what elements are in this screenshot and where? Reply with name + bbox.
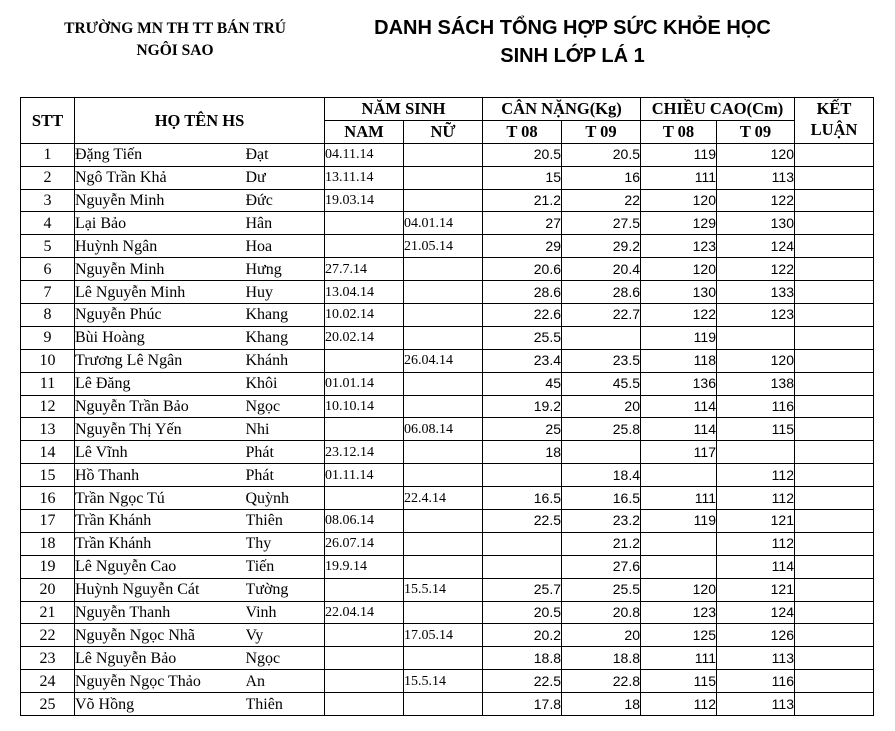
- cell-birth-male: [325, 235, 404, 258]
- table-row: [21, 189, 874, 212]
- cell-conclusion: [795, 441, 874, 464]
- cell-weight-t09: 22: [562, 189, 641, 212]
- cell-surname: Bùi Hoàng: [75, 326, 246, 349]
- cell-stt: 3: [21, 189, 75, 212]
- cell-weight-t09: 27.5: [562, 212, 641, 235]
- cell-birth-female: [404, 647, 483, 670]
- cell-conclusion: [795, 647, 874, 670]
- cell-conclusion: [795, 372, 874, 395]
- health-summary-table: [20, 97, 874, 716]
- cell-weight-t08: 22.5: [483, 510, 562, 533]
- col-male-header: NAM: [325, 120, 404, 143]
- cell-weight-t08: 28.6: [483, 281, 562, 304]
- table-header: [21, 98, 874, 144]
- cell-given-name: Quỳnh: [246, 487, 325, 510]
- cell-given-name: Phát: [246, 441, 325, 464]
- cell-conclusion: [795, 693, 874, 716]
- cell-birth-male: [325, 418, 404, 441]
- table-row: [21, 510, 874, 533]
- cell-weight-t09: 18: [562, 693, 641, 716]
- cell-weight-t09: 18.8: [562, 647, 641, 670]
- cell-height-t08: 130: [641, 281, 717, 304]
- cell-birth-male: 10.10.14: [325, 395, 404, 418]
- cell-weight-t08: 17.8: [483, 693, 562, 716]
- cell-conclusion: [795, 464, 874, 487]
- col-birth-header: NĂM SINH: [325, 98, 483, 121]
- cell-conclusion: [795, 166, 874, 189]
- cell-stt: 22: [21, 624, 75, 647]
- table-row: [21, 647, 874, 670]
- cell-weight-t08: 20.2: [483, 624, 562, 647]
- table-row: [21, 166, 874, 189]
- cell-height-t09: 116: [717, 670, 795, 693]
- cell-surname: Huỳnh Nguyễn Cát: [75, 578, 246, 601]
- table-row: [21, 693, 874, 716]
- cell-stt: 9: [21, 326, 75, 349]
- cell-height-t08: [641, 464, 717, 487]
- cell-birth-female: 04.01.14: [404, 212, 483, 235]
- col-female-header: NỮ: [404, 120, 483, 143]
- school-name: [30, 18, 320, 62]
- cell-height-t09: 114: [717, 555, 795, 578]
- cell-stt: 23: [21, 647, 75, 670]
- cell-height-t09: [717, 441, 795, 464]
- col-weight-t09-header: T 09: [562, 120, 641, 143]
- cell-height-t08: 119: [641, 143, 717, 166]
- cell-weight-t08: 22.5: [483, 670, 562, 693]
- cell-height-t09: 121: [717, 510, 795, 533]
- cell-conclusion: [795, 281, 874, 304]
- cell-conclusion: [795, 601, 874, 624]
- cell-surname: Lê Nguyễn Minh: [75, 281, 246, 304]
- cell-birth-female: [404, 166, 483, 189]
- cell-weight-t09: 20.8: [562, 601, 641, 624]
- cell-birth-male: 13.04.14: [325, 281, 404, 304]
- cell-given-name: Thiên: [246, 510, 325, 533]
- cell-stt: 4: [21, 212, 75, 235]
- cell-birth-female: 22.4.14: [404, 487, 483, 510]
- table-row: [21, 349, 874, 372]
- cell-surname: Nguyễn Minh: [75, 189, 246, 212]
- cell-surname: Nguyễn Phúc: [75, 304, 246, 327]
- cell-given-name: Thy: [246, 532, 325, 555]
- table-row: [21, 601, 874, 624]
- cell-given-name: Vy: [246, 624, 325, 647]
- cell-weight-t09: 22.7: [562, 304, 641, 327]
- cell-weight-t08: 27: [483, 212, 562, 235]
- table-row: [21, 258, 874, 281]
- cell-height-t09: 126: [717, 624, 795, 647]
- cell-weight-t08: 29: [483, 235, 562, 258]
- cell-birth-female: [404, 258, 483, 281]
- cell-given-name: Hân: [246, 212, 325, 235]
- cell-birth-female: [404, 555, 483, 578]
- cell-height-t08: 136: [641, 372, 717, 395]
- cell-surname: Lê Vĩnh: [75, 441, 246, 464]
- table-row: [21, 235, 874, 258]
- cell-stt: 20: [21, 578, 75, 601]
- cell-height-t09: 130: [717, 212, 795, 235]
- cell-surname: Nguyễn Trần Bảo: [75, 395, 246, 418]
- cell-height-t08: 119: [641, 510, 717, 533]
- cell-given-name: Khang: [246, 304, 325, 327]
- cell-given-name: Huy: [246, 281, 325, 304]
- table-row: [21, 670, 874, 693]
- cell-stt: 18: [21, 532, 75, 555]
- cell-weight-t08: [483, 464, 562, 487]
- cell-surname: Lê Nguyễn Cao: [75, 555, 246, 578]
- cell-birth-male: [325, 487, 404, 510]
- table-row: [21, 441, 874, 464]
- cell-weight-t09: 25.5: [562, 578, 641, 601]
- table-row: [21, 532, 874, 555]
- cell-birth-male: [325, 670, 404, 693]
- cell-height-t09: 122: [717, 189, 795, 212]
- school-name-line2: NGÔI SAO: [136, 42, 214, 59]
- cell-stt: 2: [21, 166, 75, 189]
- cell-height-t08: 125: [641, 624, 717, 647]
- cell-height-t09: 115: [717, 418, 795, 441]
- cell-birth-male: 27.7.14: [325, 258, 404, 281]
- cell-given-name: Hưng: [246, 258, 325, 281]
- cell-given-name: Dư: [246, 166, 325, 189]
- cell-height-t09: 123: [717, 304, 795, 327]
- cell-surname: Trần Khánh: [75, 510, 246, 533]
- col-height-header: CHIỀU CAO(Cm): [641, 98, 795, 121]
- cell-birth-male: [325, 578, 404, 601]
- cell-given-name: Khang: [246, 326, 325, 349]
- cell-birth-male: 20.02.14: [325, 326, 404, 349]
- cell-birth-female: [404, 464, 483, 487]
- cell-weight-t09: 29.2: [562, 235, 641, 258]
- cell-weight-t08: 16.5: [483, 487, 562, 510]
- school-name-line1: TRƯỜNG MN TH TT BÁN TRÚ: [64, 20, 286, 37]
- cell-stt: 12: [21, 395, 75, 418]
- cell-surname: Nguyễn Thanh: [75, 601, 246, 624]
- cell-height-t08: 111: [641, 487, 717, 510]
- cell-surname: Nguyễn Thị Yến: [75, 418, 246, 441]
- cell-weight-t09: 22.8: [562, 670, 641, 693]
- col-height-t09-header: T 09: [717, 120, 795, 143]
- cell-surname: Hồ Thanh: [75, 464, 246, 487]
- cell-surname: Võ Hồng: [75, 693, 246, 716]
- cell-birth-female: 06.08.14: [404, 418, 483, 441]
- cell-birth-female: [404, 143, 483, 166]
- cell-birth-female: [404, 532, 483, 555]
- table-row: [21, 326, 874, 349]
- cell-height-t08: 117: [641, 441, 717, 464]
- cell-birth-male: 22.04.14: [325, 601, 404, 624]
- table-row: [21, 143, 874, 166]
- cell-conclusion: [795, 349, 874, 372]
- cell-given-name: Hoa: [246, 235, 325, 258]
- cell-birth-male: 04.11.14: [325, 143, 404, 166]
- cell-birth-female: [404, 693, 483, 716]
- cell-weight-t08: 23.4: [483, 349, 562, 372]
- cell-weight-t08: 25: [483, 418, 562, 441]
- cell-height-t09: 138: [717, 372, 795, 395]
- cell-stt: 25: [21, 693, 75, 716]
- cell-surname: Nguyễn Ngọc Thảo: [75, 670, 246, 693]
- cell-stt: 21: [21, 601, 75, 624]
- cell-given-name: Thiên: [246, 693, 325, 716]
- cell-weight-t08: 18: [483, 441, 562, 464]
- cell-birth-male: [325, 624, 404, 647]
- cell-stt: 24: [21, 670, 75, 693]
- cell-stt: 19: [21, 555, 75, 578]
- table-row: [21, 555, 874, 578]
- cell-conclusion: [795, 326, 874, 349]
- cell-weight-t09: 25.8: [562, 418, 641, 441]
- cell-weight-t08: 21.2: [483, 189, 562, 212]
- cell-weight-t09: [562, 326, 641, 349]
- cell-weight-t09: 45.5: [562, 372, 641, 395]
- cell-height-t08: 120: [641, 258, 717, 281]
- cell-height-t08: 112: [641, 693, 717, 716]
- cell-weight-t08: 15: [483, 166, 562, 189]
- cell-birth-male: [325, 212, 404, 235]
- cell-birth-male: [325, 647, 404, 670]
- table-row: [21, 281, 874, 304]
- cell-conclusion: [795, 624, 874, 647]
- cell-weight-t09: 16: [562, 166, 641, 189]
- cell-weight-t09: 21.2: [562, 532, 641, 555]
- cell-stt: 13: [21, 418, 75, 441]
- cell-height-t08: [641, 532, 717, 555]
- cell-given-name: Khánh: [246, 349, 325, 372]
- cell-height-t09: 113: [717, 166, 795, 189]
- cell-height-t08: 123: [641, 235, 717, 258]
- cell-birth-male: [325, 693, 404, 716]
- cell-height-t09: 113: [717, 647, 795, 670]
- cell-birth-female: 15.5.14: [404, 670, 483, 693]
- cell-weight-t09: 20: [562, 395, 641, 418]
- cell-height-t09: 112: [717, 464, 795, 487]
- cell-height-t08: 129: [641, 212, 717, 235]
- cell-height-t08: 120: [641, 578, 717, 601]
- cell-conclusion: [795, 555, 874, 578]
- cell-weight-t08: 20.5: [483, 143, 562, 166]
- cell-birth-female: [404, 441, 483, 464]
- cell-height-t08: 111: [641, 647, 717, 670]
- document-title-line2: SINH LỚP LÁ 1: [500, 45, 645, 67]
- col-weight-t08-header: T 08: [483, 120, 562, 143]
- table-body: [21, 143, 874, 715]
- cell-weight-t08: 20.5: [483, 601, 562, 624]
- cell-conclusion: [795, 670, 874, 693]
- col-conclusion-header-line2: LUẬN: [810, 120, 858, 139]
- cell-stt: 6: [21, 258, 75, 281]
- col-name-header: HỌ TÊN HS: [75, 98, 325, 144]
- col-conclusion-header-line1: KẾT: [816, 99, 852, 118]
- cell-weight-t08: 45: [483, 372, 562, 395]
- cell-birth-female: [404, 601, 483, 624]
- cell-conclusion: [795, 258, 874, 281]
- cell-height-t08: 115: [641, 670, 717, 693]
- cell-weight-t08: 19.2: [483, 395, 562, 418]
- table-row: [21, 624, 874, 647]
- cell-stt: 14: [21, 441, 75, 464]
- table-row: [21, 578, 874, 601]
- cell-weight-t09: 23.2: [562, 510, 641, 533]
- cell-birth-female: [404, 189, 483, 212]
- cell-height-t09: 120: [717, 143, 795, 166]
- cell-birth-male: 01.11.14: [325, 464, 404, 487]
- cell-surname: Lê Nguyễn Bảo: [75, 647, 246, 670]
- cell-stt: 11: [21, 372, 75, 395]
- cell-birth-female: [404, 510, 483, 533]
- cell-height-t09: 124: [717, 601, 795, 624]
- cell-given-name: An: [246, 670, 325, 693]
- cell-birth-female: [404, 281, 483, 304]
- cell-height-t09: 122: [717, 258, 795, 281]
- cell-weight-t09: [562, 441, 641, 464]
- cell-birth-male: 19.9.14: [325, 555, 404, 578]
- table-row: [21, 304, 874, 327]
- cell-stt: 7: [21, 281, 75, 304]
- cell-surname: Trần Ngọc Tú: [75, 487, 246, 510]
- cell-height-t09: 124: [717, 235, 795, 258]
- table-row: [21, 487, 874, 510]
- cell-birth-female: 26.04.14: [404, 349, 483, 372]
- col-conclusion-header: [795, 98, 874, 144]
- cell-height-t09: 133: [717, 281, 795, 304]
- cell-height-t08: 118: [641, 349, 717, 372]
- cell-weight-t08: [483, 532, 562, 555]
- cell-weight-t08: 22.6: [483, 304, 562, 327]
- cell-given-name: Đạt: [246, 143, 325, 166]
- cell-conclusion: [795, 487, 874, 510]
- document-title: [335, 14, 810, 70]
- cell-birth-female: 15.5.14: [404, 578, 483, 601]
- table-row: [21, 418, 874, 441]
- cell-birth-female: [404, 395, 483, 418]
- cell-given-name: Ngọc: [246, 395, 325, 418]
- cell-birth-female: [404, 372, 483, 395]
- cell-stt: 17: [21, 510, 75, 533]
- cell-height-t08: 120: [641, 189, 717, 212]
- cell-conclusion: [795, 189, 874, 212]
- cell-given-name: Tiến: [246, 555, 325, 578]
- cell-weight-t09: 20: [562, 624, 641, 647]
- cell-height-t09: 113: [717, 693, 795, 716]
- cell-given-name: Nhi: [246, 418, 325, 441]
- cell-given-name: Vinh: [246, 601, 325, 624]
- cell-conclusion: [795, 235, 874, 258]
- table-row: [21, 464, 874, 487]
- cell-surname: Đặng Tiến: [75, 143, 246, 166]
- table-row: [21, 372, 874, 395]
- cell-birth-male: 13.11.14: [325, 166, 404, 189]
- cell-birth-male: [325, 349, 404, 372]
- cell-conclusion: [795, 418, 874, 441]
- cell-surname: Nguyễn Minh: [75, 258, 246, 281]
- cell-weight-t09: 20.4: [562, 258, 641, 281]
- cell-height-t09: [717, 326, 795, 349]
- cell-stt: 10: [21, 349, 75, 372]
- cell-surname: Huỳnh Ngân: [75, 235, 246, 258]
- cell-weight-t09: 28.6: [562, 281, 641, 304]
- cell-weight-t08: 25.7: [483, 578, 562, 601]
- cell-birth-female: [404, 326, 483, 349]
- header-row-1: [21, 98, 874, 121]
- cell-stt: 5: [21, 235, 75, 258]
- cell-weight-t09: 20.5: [562, 143, 641, 166]
- cell-weight-t09: 23.5: [562, 349, 641, 372]
- cell-conclusion: [795, 510, 874, 533]
- cell-birth-female: 17.05.14: [404, 624, 483, 647]
- table-row: [21, 212, 874, 235]
- cell-height-t09: 112: [717, 532, 795, 555]
- cell-weight-t08: [483, 555, 562, 578]
- cell-weight-t09: 27.6: [562, 555, 641, 578]
- cell-birth-female: 21.05.14: [404, 235, 483, 258]
- cell-surname: Lại Bảo: [75, 212, 246, 235]
- cell-surname: Nguyễn Ngọc Nhã: [75, 624, 246, 647]
- cell-birth-male: 10.02.14: [325, 304, 404, 327]
- col-weight-header: CÂN NẶNG(Kg): [483, 98, 641, 121]
- document-title-line1: DANH SÁCH TỔNG HỢP SỨC KHỎE HỌC: [374, 17, 771, 39]
- cell-conclusion: [795, 395, 874, 418]
- cell-conclusion: [795, 304, 874, 327]
- cell-height-t08: 123: [641, 601, 717, 624]
- cell-surname: Ngô Trần Khả: [75, 166, 246, 189]
- cell-weight-t08: 25.5: [483, 326, 562, 349]
- cell-given-name: Ngọc: [246, 647, 325, 670]
- cell-weight-t08: 18.8: [483, 647, 562, 670]
- cell-birth-male: 19.03.14: [325, 189, 404, 212]
- cell-stt: 8: [21, 304, 75, 327]
- cell-weight-t08: 20.6: [483, 258, 562, 281]
- cell-given-name: Khôi: [246, 372, 325, 395]
- cell-birth-male: 01.01.14: [325, 372, 404, 395]
- cell-given-name: Phát: [246, 464, 325, 487]
- cell-height-t09: 112: [717, 487, 795, 510]
- col-stt-header: STT: [21, 98, 75, 144]
- cell-given-name: Tường: [246, 578, 325, 601]
- cell-conclusion: [795, 143, 874, 166]
- cell-height-t08: 114: [641, 418, 717, 441]
- cell-surname: Lê Đăng: [75, 372, 246, 395]
- cell-height-t09: 121: [717, 578, 795, 601]
- cell-height-t09: 116: [717, 395, 795, 418]
- cell-birth-female: [404, 304, 483, 327]
- cell-weight-t09: 18.4: [562, 464, 641, 487]
- cell-conclusion: [795, 532, 874, 555]
- cell-height-t08: 119: [641, 326, 717, 349]
- cell-height-t08: 111: [641, 166, 717, 189]
- cell-birth-male: 26.07.14: [325, 532, 404, 555]
- cell-height-t09: 120: [717, 349, 795, 372]
- cell-conclusion: [795, 578, 874, 601]
- cell-height-t08: 122: [641, 304, 717, 327]
- cell-stt: 15: [21, 464, 75, 487]
- col-height-t08-header: T 08: [641, 120, 717, 143]
- cell-given-name: Đức: [246, 189, 325, 212]
- cell-stt: 1: [21, 143, 75, 166]
- cell-stt: 16: [21, 487, 75, 510]
- cell-height-t08: [641, 555, 717, 578]
- cell-height-t08: 114: [641, 395, 717, 418]
- cell-birth-male: 23.12.14: [325, 441, 404, 464]
- cell-weight-t09: 16.5: [562, 487, 641, 510]
- table-row: [21, 395, 874, 418]
- cell-birth-male: 08.06.14: [325, 510, 404, 533]
- cell-surname: Trương Lê Ngân: [75, 349, 246, 372]
- cell-conclusion: [795, 212, 874, 235]
- cell-surname: Trần Khánh: [75, 532, 246, 555]
